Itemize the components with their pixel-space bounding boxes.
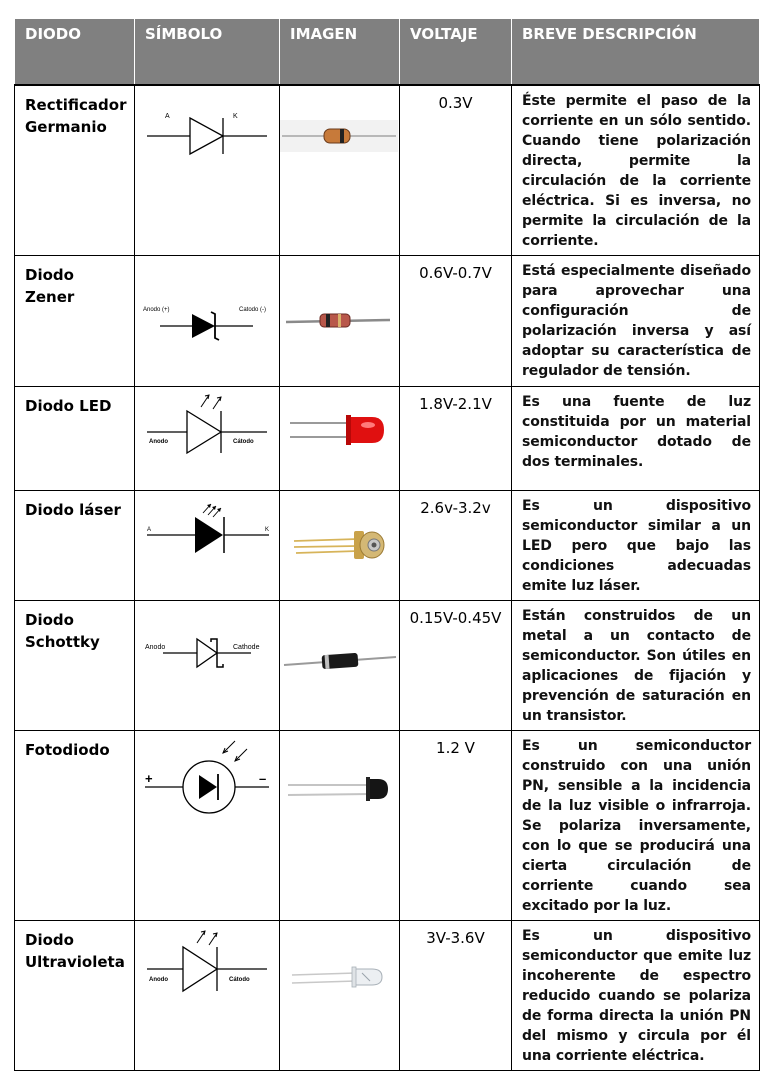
symbol-label-left: + [145, 771, 153, 786]
zener-diode-symbol-icon [135, 256, 280, 387]
description-text: Es una fuente de luz constituida por un material semiconductor dotado de dos terminales. [512, 387, 760, 491]
symbol-label-left: Anodo [149, 439, 168, 445]
symbol-label-right: – [259, 771, 267, 786]
description-text: Está especialmente diseñado para aprovechar una configuración de polarización inversa y así adoptar su característica de regulador de tensión. [512, 256, 760, 387]
description-text: Éste permite el paso de la corriente en un sólo sentido. Cuando tiene polarización directa, permite la circulación de la corriente eléctrica. Si es inversa, no permite la circulación de la corriente. [512, 85, 760, 256]
diode-name: Diodo Schottky [15, 601, 135, 731]
diode-name: Diodo Zener [15, 256, 135, 387]
symbol-label-right: K [233, 113, 238, 120]
table-row [15, 921, 760, 1071]
header-imagen: IMAGEN [280, 19, 400, 86]
photodiode-photo-icon [280, 731, 400, 921]
voltage-value: 2.6v-3.2v [400, 491, 512, 601]
table-row [15, 387, 760, 491]
schottky-diode-photo-icon [280, 601, 400, 731]
diode-name: Diodo LED [15, 387, 135, 491]
voltage-value: 3V-3.6V [400, 921, 512, 1071]
uv-led-photo-icon [280, 921, 400, 1071]
red-led-photo-icon [280, 387, 400, 491]
voltage-value: 1.8V-2.1V [400, 387, 512, 491]
symbol-label-left: Anodo [145, 644, 166, 651]
header-diodo: DIODO [15, 19, 135, 86]
description-text: Es un dispositivo semiconductor similar a un LED pero que bajo las condiciones adecuadas emite luz láser. [512, 491, 760, 601]
photodiode-symbol-icon [135, 731, 280, 921]
diode-symbol-icon [135, 85, 280, 256]
uv-led-symbol-icon [135, 921, 280, 1071]
voltage-value: 1.2 V [400, 731, 512, 921]
header-descripcion: BREVE DESCRIPCIÓN [512, 19, 760, 86]
symbol-label-left: Anodo (+) [143, 307, 170, 313]
table-row [15, 85, 760, 256]
header-voltaje: VOLTAJE [400, 19, 512, 86]
diode-table [14, 18, 760, 1071]
symbol-label-right: Catodo (-) [239, 307, 267, 313]
symbol-label-right: Cátodo [229, 977, 250, 983]
description-text: Es un semiconductor construido con una unión PN, sensible a la incidencia de la luz visible o infrarroja. Se polariza inversamente, con lo que se producirá una cierta circulación de corriente cuando sea excitado por la luz. [512, 731, 760, 921]
symbol-label-right: Cathode [233, 644, 260, 651]
diode-name: Diodo láser [15, 491, 135, 601]
header-simbolo: SÍMBOLO [135, 19, 280, 86]
voltage-value: 0.15V-0.45V [400, 601, 512, 731]
header-row [15, 19, 760, 86]
glass-diode-photo-icon [280, 85, 400, 256]
voltage-value: 0.6V-0.7V [400, 256, 512, 387]
laser-diode-photo-icon [280, 491, 400, 601]
symbol-label-right: Cátodo [233, 439, 254, 445]
led-symbol-icon [135, 387, 280, 491]
zener-diode-photo-icon [280, 256, 400, 387]
table-row [15, 256, 760, 387]
laser-diode-symbol-icon [135, 491, 280, 601]
voltage-value: 0.3V [400, 85, 512, 256]
schottky-diode-symbol-icon [135, 601, 280, 731]
table-row [15, 491, 760, 601]
description-text: Están construidos de un metal a un contacto de semiconductor. Son útiles en aplicaciones de fijación y prevención de saturación en un transistor. [512, 601, 760, 731]
description-text: Es un dispositivo semiconductor que emite luz incoherente de espectro reducido cuando se polariza de forma directa la unión PN del mismo y circula por él una corriente eléctrica. [512, 921, 760, 1071]
diode-name: Fotodiodo [15, 731, 135, 921]
table-row [15, 731, 760, 921]
symbol-label-left: Anodo [149, 977, 168, 983]
table-row [15, 601, 760, 731]
symbol-label-left: A [147, 527, 152, 533]
symbol-label-right: K [265, 527, 270, 533]
diode-name: Diodo Ultravioleta [15, 921, 135, 1071]
symbol-label-left: A [165, 113, 170, 120]
diode-name: Rectificador Germanio [15, 85, 135, 256]
